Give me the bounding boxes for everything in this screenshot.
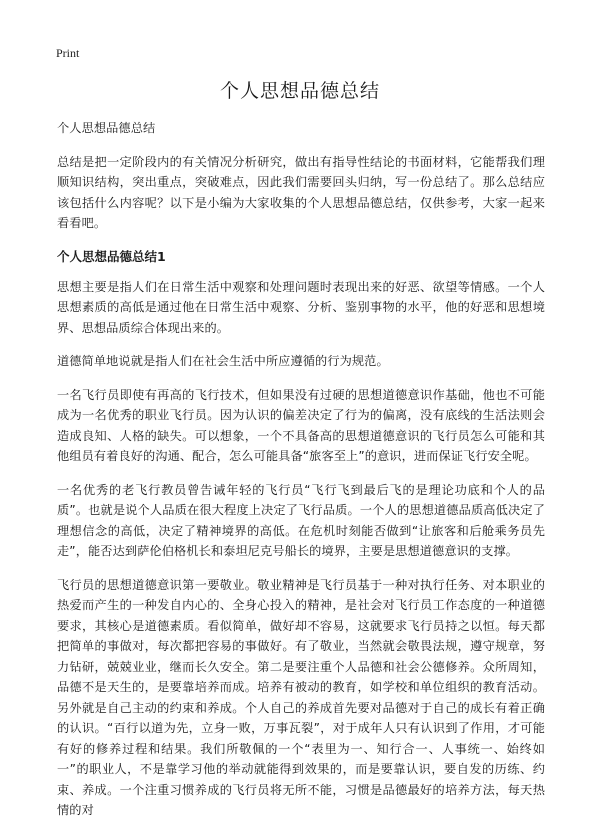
body-paragraph: 思想主要是指人们在日常生活中观察和处理问题时表现出来的好恶、欲望等情感。一个人思想素质的高低是通过他在日常生活中观察、分析、鉴别事物的水平，他的好恶和思想境界、思想品质综合体现出来的。 xyxy=(57,279,545,335)
print-link[interactable]: Print xyxy=(56,46,80,60)
body-paragraph: 一名飞行员即使有再高的飞行技术，但如果没有过硬的思想道德意识作基础，他也不可能成为一名优秀的职业飞行员。因为认识的偏差决定了行为的偏离，没有底线的生活法则会造成良知、人格的缺失。可以想象，一个不具备高的思想道德意识的飞行员怎么可能和其他组员有着良好的沟通、配合，怎么可能具备“旅客至上”的意识，进而保证飞行安全呢。 xyxy=(57,387,545,463)
body-paragraph: 道德简单地说就是指人们在社会生活中所应遵循的行为规范。 xyxy=(57,354,389,368)
article-body xyxy=(57,118,545,834)
article-subtitle: 个人思想品德总结 xyxy=(57,121,156,135)
section-heading: 个人思想品德总结1 xyxy=(57,248,166,264)
body-paragraph: 飞行员的思想道德意识第一要敬业。敬业精神是飞行员基于一种对执行任务、对本职业的热爱而产生的一种发自内心的、全身心投入的精神，是社会对飞行员工作态度的一种道德要求，其核心是道德素质。看似简单，做好却不容易，这就要求飞行员持之以恒。每天都把简单的事做对，每次都把容易的事做好。有了敬业，当然就会敬畏法规，遵守规章，努力钻研，兢兢业业，继而长久安全。第二是要注重个人品德和社会公德修养。众所周知，品德不是天生的，是要靠培养而成。培养有被动的教育，如学校和单位组织的教育活动。另外就是自己主动的约束和养成。个人自己的养成首先要对品德对于自己的成长有着正确的认识。“百行以道为先，立身一败，万事瓦裂”，对于成年人只有认识到了作用，才可能有好的修养过程和结果。我们所敬佩的一个“表里为一、知行合一、人事统一、始终如一”的职业人，不是靠学习他的举动就能得到效果的，而是要靠认识，要自发的历练、约束、养成。一个注重习惯养成的飞行员将无所不能，习惯是品德最好的培养方法，每天热情的对 xyxy=(57,577,545,817)
body-paragraph: 一名优秀的老飞行教员曾告诫年轻的飞行员“飞行飞到最后飞的是理论功底和个人的品质”。也就是说个人品质在很大程度上决定了飞行品质。一个人的思想道德品质高低决定了理想信念的高低，决定了精神境界的高低。在危机时刻能否做到“让旅客和后舱乘务员先走”，能否达到萨伦伯格机长和泰坦尼克号船长的境界，主要是思想道德意识的支撑。 xyxy=(57,482,545,558)
page-title: 个人思想品德总结 xyxy=(219,80,380,102)
intro-paragraph: 总结是把一定阶段内的有关情况分析研究，做出有指导性结论的书面材料，它能帮我们理顺知识结构，突出重点，突破难点，因此我们需要回头归纳，写一份总结了。那么总结应该包括什么内容呢？以下是小编为大家收集的个人思想品德总结，仅供参考，大家一起来看看吧。 xyxy=(57,154,545,230)
